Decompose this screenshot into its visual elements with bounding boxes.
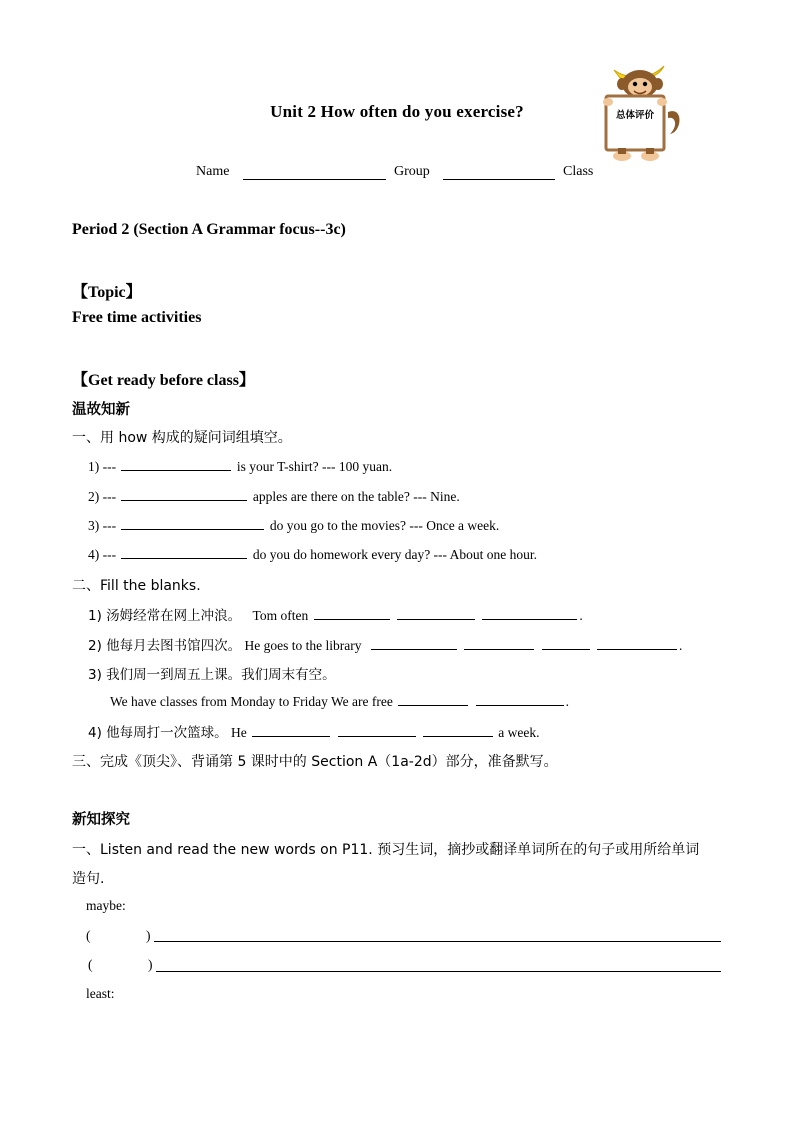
part2-item-3 <box>88 663 336 683</box>
class-label: Class <box>563 164 594 179</box>
answer-blank[interactable] <box>252 723 330 737</box>
name-field[interactable] <box>243 167 386 180</box>
answer-blank[interactable] <box>121 545 247 559</box>
part3-instruction: 三、完成《顶尖》、背诵第 5 课时中的 Section A（1a-2d）部分，准备默写。 <box>72 754 558 770</box>
review-heading: 温故知新 <box>72 402 130 418</box>
item-number: 1) --- <box>88 459 117 474</box>
part1-item-3 <box>88 516 499 534</box>
item-text: do you do homework every day? --- About one hour. <box>252 547 538 562</box>
answer-blank[interactable] <box>482 606 577 620</box>
page-title: Unit 2 How often do you exercise? <box>270 102 524 121</box>
part2-item-4 <box>88 721 540 741</box>
item-text: apples are there on the table? --- Nine. <box>252 489 460 504</box>
part2-item-2: 2) 他每月去图书馆四次。 He goes to the library . <box>88 638 683 654</box>
group-field[interactable] <box>443 167 555 180</box>
answer-blank[interactable] <box>371 636 457 650</box>
paren-open: ( <box>86 928 91 943</box>
item-english: He <box>231 725 247 740</box>
answer-blank[interactable] <box>121 516 264 530</box>
answer-blank[interactable] <box>464 636 534 650</box>
item-english: We have classes from Monday to Friday We are free <box>110 694 393 709</box>
answer-blank[interactable] <box>476 692 564 706</box>
part2-instruction: 二、Fill the blanks. <box>72 578 201 594</box>
answer-blank[interactable] <box>398 692 468 706</box>
word-maybe: maybe: <box>86 898 126 913</box>
item-chinese: 3) 我们周一到周五上课。我们周末有空。 <box>88 667 336 683</box>
answer-line[interactable] <box>154 941 721 942</box>
answer-blank[interactable] <box>423 723 493 737</box>
answer-blank[interactable] <box>542 636 590 650</box>
answer-blank[interactable] <box>314 606 390 620</box>
item-text: do you go to the movies? --- Once a week. <box>269 518 500 533</box>
item-number: 3) --- <box>88 518 117 533</box>
part2-item-1: 1) 汤姆经常在网上冲浪。 Tom often . <box>88 608 583 624</box>
item-number: 4) --- <box>88 547 117 562</box>
topic-text: Free time activities <box>72 309 202 326</box>
paren-open: ( <box>88 957 93 972</box>
part2-item-3-english: We have classes from Monday to Friday We are free . <box>110 694 569 709</box>
answer-blank[interactable] <box>338 723 416 737</box>
part1-item-1 <box>88 457 392 475</box>
new-part1-instruction-line2: 造句. <box>72 871 105 887</box>
item-text: is your T-shirt? --- 100 yuan. <box>236 459 393 474</box>
monkey-evaluation-badge-icon <box>598 60 684 166</box>
answer-line[interactable] <box>156 971 721 972</box>
part1-item-4 <box>88 545 537 563</box>
topic-heading: 【Topic】 <box>72 284 142 301</box>
item-chinese: 2) 他每月去图书馆四次。 <box>88 638 242 654</box>
part1-item-2 <box>88 487 460 505</box>
item-chinese: 1) 汤姆经常在网上冲浪。 <box>88 608 242 624</box>
paren-close: ) <box>148 957 153 972</box>
item-english: Tom often <box>252 608 309 623</box>
item-chinese: 4) 他每周打一次篮球。 <box>88 725 228 741</box>
word-least: least: <box>86 986 115 1001</box>
answer-blank[interactable] <box>121 457 231 471</box>
answer-blank[interactable] <box>397 606 475 620</box>
paren-close: ) <box>146 928 151 943</box>
answer-blank[interactable] <box>597 636 677 650</box>
name-label: Name <box>196 164 230 179</box>
period-heading: Period 2 (Section A Grammar focus--3c) <box>72 221 346 238</box>
new-knowledge-heading: 新知探究 <box>72 812 130 828</box>
item-number: 2) --- <box>88 489 117 504</box>
answer-blank[interactable] <box>121 487 247 501</box>
part1-instruction: 一、用 how 构成的疑问词组填空。 <box>72 430 292 446</box>
badge-text: 总体评价 <box>615 110 655 121</box>
new-part1-instruction-line1: 一、Listen and read the new words on P11. 预习生词，摘抄或翻译单词所在的句子或用所给单词 <box>72 842 700 858</box>
group-label: Group <box>394 164 430 179</box>
ready-heading: 【Get ready before class】 <box>72 372 255 389</box>
item-english: He goes to the library <box>244 638 362 653</box>
item-end: a week. <box>498 725 540 740</box>
